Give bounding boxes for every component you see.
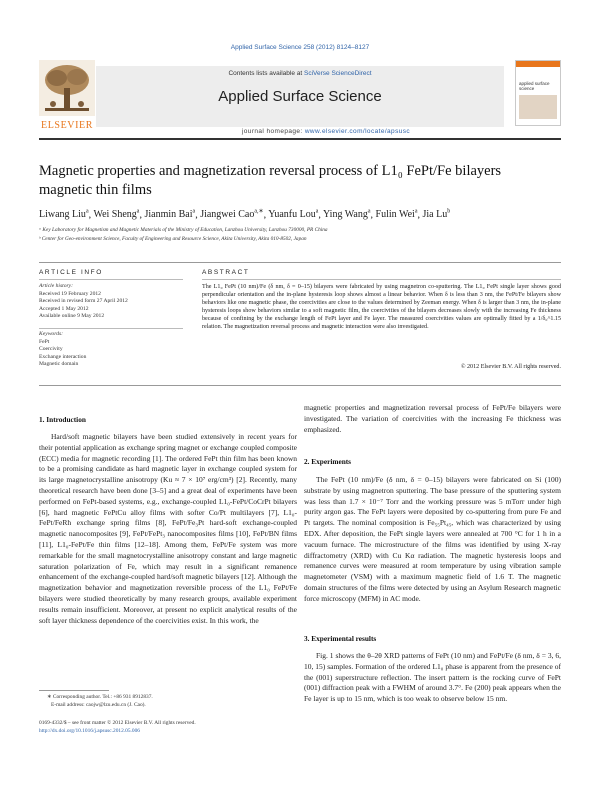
abstract-copyright: © 2012 Elsevier B.V. All rights reserved. <box>460 364 561 370</box>
author-affiliation-mark: a <box>315 209 319 215</box>
affiliation-a: ᵃ Key Laboratory for Magnetism and Magnetic Materials of the Ministry of Education, Lanzhou University, Lanzhou 730000, PR China <box>39 227 328 233</box>
email-note[interactable]: E-mail address: caojw@lzu.edu.cn (J. Cao). <box>51 702 146 708</box>
results-paragraph: Fig. 1 shows the θ–2θ XRD patterns of FePt (10 nm) and FePt/Fe (δ nm, δ = 3, 6, 10, 15) samples. Formation of the ordered L1₀ phase is apparent from the presence of the (001) superstructure reflection. The insert pattern is the rocking curve of FePt (001) diffraction peak with a FWHM of around 3.7°. Fe (200) peak appears when the Fe layer is up to 15 nm, which is too weak to observe below 15 nm. <box>304 651 561 704</box>
author-name[interactable]: Yuanfu Lou$^a$ <box>268 209 319 221</box>
article-info-rule <box>39 279 183 280</box>
body-rule <box>39 385 561 386</box>
cover-band <box>516 61 560 67</box>
right-continuation-paragraph: magnetic properties and magnetization reversal process of FePt/Fe bilayers were investigated. The variation of coercivities with the increasing Fe thickness was emphasized. <box>304 403 561 434</box>
journal-name: Applied Surface Science <box>218 88 382 105</box>
journal-homepage <box>148 128 504 135</box>
doi-line[interactable]: http://dx.doi.org/10.1016/j.apsusc.2012.05.006 <box>39 728 140 734</box>
keywords-label: Keywords: <box>39 331 64 337</box>
experiments-heading: 2. Experiments <box>304 457 352 466</box>
history-received: Received 19 February 2012 <box>39 290 101 297</box>
corresponding-author-note: ∗ Corresponding author. Tel.: +86 931 8912837. <box>47 694 153 700</box>
publisher-name: ELSEVIER <box>40 120 94 131</box>
abstract-heading: ABSTRACT <box>202 269 250 276</box>
author-name[interactable]: Ying Wang$^a$ <box>323 209 371 221</box>
author-separator: , <box>318 209 324 221</box>
issn-line: 0169-4332/$ – see front matter © 2012 Elsevier B.V. All rights reserved. <box>39 720 196 726</box>
keywords-rule <box>39 328 183 329</box>
author-separator: , <box>417 209 423 221</box>
keyword: Coercivity <box>39 346 63 353</box>
homepage-link[interactable]: www.elsevier.com/locate/apsusc <box>304 128 411 135</box>
header-rule <box>39 138 561 140</box>
article-info-heading: ARTICLE INFO <box>39 269 103 276</box>
author-affiliation-mark: a,∗ <box>254 209 264 215</box>
cover-image <box>519 95 557 119</box>
author-affiliation-mark: a <box>367 209 371 215</box>
keywords-block <box>39 331 189 369</box>
footnote-rule <box>39 690 109 691</box>
article-history <box>39 283 189 321</box>
author-name[interactable]: Fulin Wei$^a$ <box>375 209 418 221</box>
author-separator: , <box>263 209 269 221</box>
author-separator: , <box>370 209 376 221</box>
abstract-rule <box>202 279 561 280</box>
experiments-paragraph: The FePt (10 nm)/Fe (δ nm, δ = 0–15) bilayers were fabricated on Si (100) substrate by using magnetron sputtering. The base pressure of the sputtering system was less than 1.7 × 10⁻⁷ Torr and the working pressure was 5 mTorr under high purity argon gas. The FePt layers were deposited by co-sputtering from pure Fe and Pt targets. The nominal composition is Fe₅₅Pt₄₅, which was characterized by using EDX. After deposition, the FePt single layers were annealed at 700 °C for 1 h in a vacuum furnace. The microstructure of the films was identified by using X-ray diffractometry (XRD) with Cu Kα radiation. The magnetic hysteresis loops and remanence curves were measured at room temperature by using vibration sample magnetometer (VSM) with a maximum magnetic field of 1.6 T. The magnetic domain structures of the films were detected by using an Asylum Research magnetic force microscopy (MFM) in AC mode. <box>304 475 561 603</box>
author-name[interactable]: Jia Lu$^b$ <box>422 209 451 221</box>
author-affiliation-mark: a <box>85 209 89 215</box>
homepage-prefix: journal homepage: <box>241 128 303 135</box>
keyword: Exchange interaction <box>39 353 87 360</box>
author-separator: , <box>139 209 145 221</box>
author-name[interactable]: Jiangwei Cao$^{a,∗}$ <box>200 209 264 221</box>
keyword: FePt <box>39 338 50 345</box>
affiliation-b: ᵇ Center for Geo-environment Science, Faculty of Engineering and Resource Science, Akita University, Akita 010-8502, Japan <box>39 236 307 242</box>
elsevier-tree-logo-icon <box>39 60 95 116</box>
journal-citation[interactable]: Applied Surface Science 258 (2012) 8124–8127 <box>230 44 370 51</box>
keyword: Magnetic domain <box>39 361 79 368</box>
sciencedirect-link[interactable]: SciVerse ScienceDirect <box>303 70 372 77</box>
article-title: Magnetic properties and magnetization reversal process of L1₀ FePt/Fe bilayers magnetic thin films <box>39 163 502 198</box>
author-affiliation-mark: b <box>447 209 451 215</box>
title-rule <box>39 262 561 263</box>
history-revised: Received in revised form 27 April 2012 <box>39 298 128 305</box>
history-online: Available online 9 May 2012 <box>39 313 105 320</box>
author-affiliation-mark: a <box>136 209 140 215</box>
author-name[interactable]: Jianmin Bai$^a$ <box>144 209 196 221</box>
journal-cover-thumbnail <box>515 60 561 126</box>
cover-title: applied surface science <box>519 81 550 91</box>
history-accepted: Accepted 1 May 2012 <box>39 305 89 312</box>
author-separator: , <box>195 209 201 221</box>
author-name[interactable]: Wei Sheng$^a$ <box>93 209 140 221</box>
author-separator: , <box>88 209 94 221</box>
author-affiliation-mark: a <box>192 209 196 215</box>
author-name[interactable]: Liwang Liu$^a$ <box>39 209 89 221</box>
intro-paragraph: Hard/soft magnetic bilayers have been studied extensively in recent years for their potential application as exchange spring magnet or exchange coupled composite (ECC) media for magnetic recording [1]. The ordered FePt thin film has been known to be a promising candidate as hard magnetic layer in exchange coupled system for its large magnetocrystalline anisotropy (Ku ≈ 7 × 10⁷ erg/cm³) [2]. Recently, many theoretical research have been done [3–5] and a great deal of experiments have been performed on FePt-based systems, e.g., exchange-coupled L1₀-FePt/CoCrPt bilayers [6], hard magnetic FePtCu alloy films with softer Co/Pt multilayers [7], L1₀-FePt/FeRh exchange spring films [8], FePt/Fe₃Pt hard-soft exchange-coupled magnetic nanocomposites [9], FePt/FePt₃ nanocomposites films [10], FePt/BN films [11], L1₀-FePt/Fe thin films [12–18]. Among them, FePt/Fe system was more remarkable for the small magnetocrystalline anisotropy constant and large magnetic saturation polarization of Fe, which may result in a significant remanence enhancement of the exchange-coupled hard/soft magnetic bilayers [12]. Although the magnetization behavior and magnetization reversible process of the L1₀ FePt/Fe bilayers were studied theoretically by many research groups, available experiment results remain insufficient. Moreover, at present no explicit analytical results of the soft layer thickness dependence of the coercivities exist. In this work, the <box>39 432 297 625</box>
author-affiliation-mark: a <box>414 209 418 215</box>
history-label: Article history: <box>39 283 74 289</box>
intro-heading: 1. Introduction <box>39 415 86 424</box>
contents-prefix: Contents lists available at <box>228 70 303 77</box>
author-list <box>39 208 561 220</box>
results-heading: 3. Experimental results <box>304 634 377 643</box>
abstract-text: The L1₀ FePt (10 nm)/Fe (δ nm, δ = 0–15) bilayers were fabricated by using magnetron co-sputtering. The L1₀ FePt single layer shows good perpendicular orientation and the in-plane hysteresis loop shows almost a linear behavior. When δ is less than 3 nm, the FePt/Fe bilayers show behaviors like one magnetic phase, the coercivities are close to the values determined by Zeeman energy. When δ is larger than 3 nm, the in-plane hysteresis loops show behaviors similar to a soft magnetic film, the coercivities of the bilayers decreases slowly with the increasing Fe thickness because of confining by the exchange length of FePt layer and Fe layer. The measured coercivities values are optimally fitted by a 1/δ₀^1.15 relation. The magnetization reversal process and magnetic interaction were also investigated. <box>202 284 561 331</box>
